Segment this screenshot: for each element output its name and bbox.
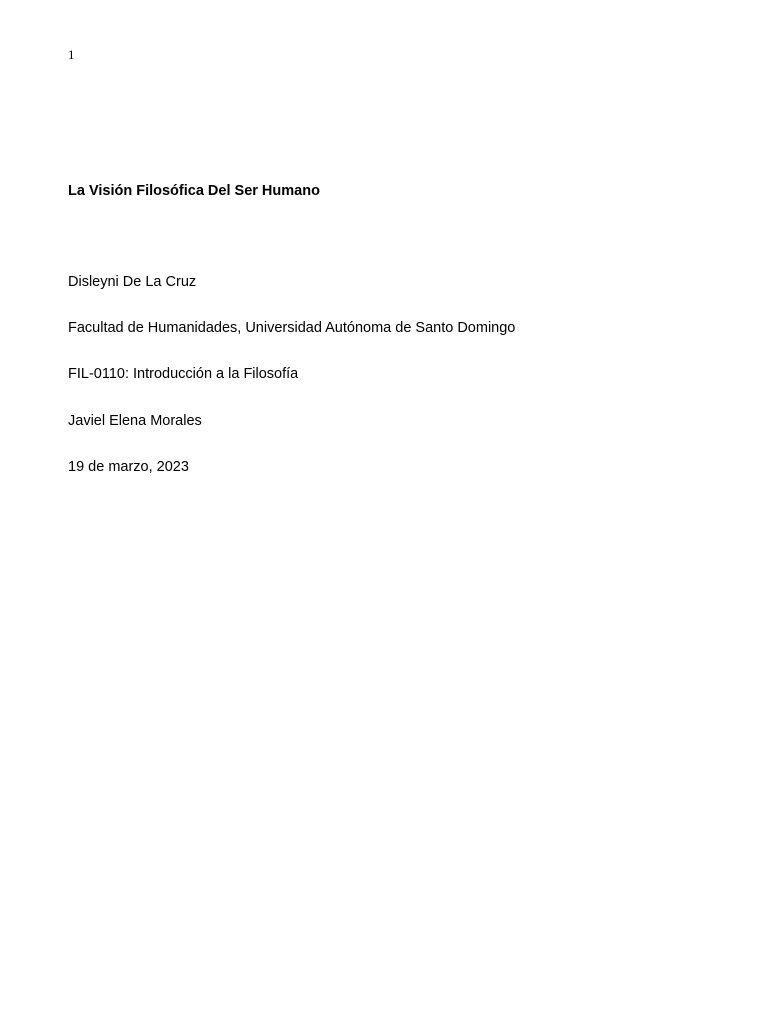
author-name: Disleyni De La Cruz	[68, 274, 197, 290]
course-name: FIL-0110: Introducción a la Filosofía	[68, 366, 299, 382]
page-number: 1	[68, 47, 75, 62]
document-title: La Visión Filosófica Del Ser Humano	[68, 183, 320, 199]
institution-affiliation: Facultad de Humanidades, Universidad Autónoma de Santo Domingo	[68, 320, 516, 336]
instructor-name: Javiel Elena Morales	[68, 413, 202, 429]
document-date: 19 de marzo, 2023	[68, 459, 189, 475]
